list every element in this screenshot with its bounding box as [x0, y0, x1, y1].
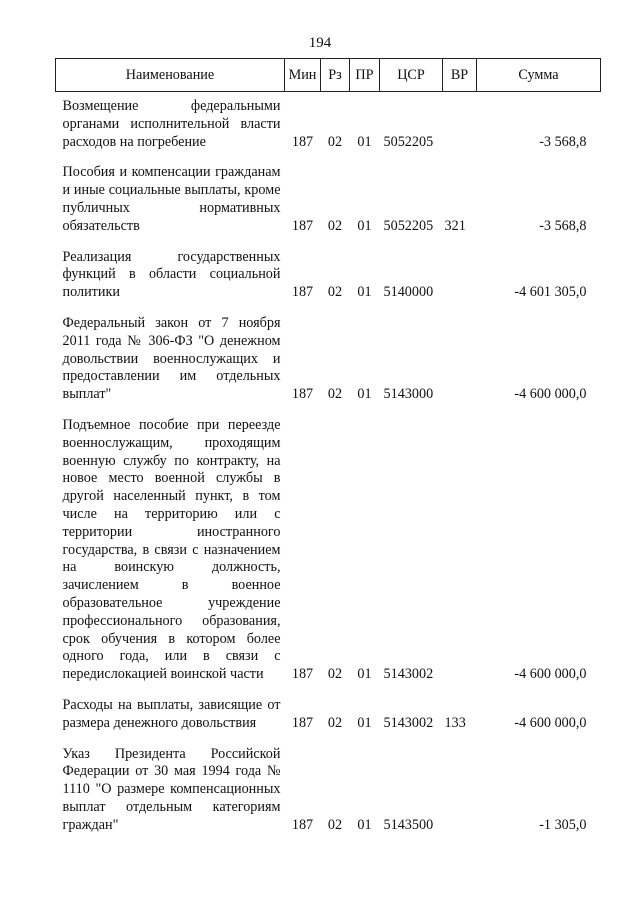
- table-row: [56, 243, 601, 309]
- header-csr: ЦСР: [380, 59, 443, 92]
- table-row: [56, 411, 601, 691]
- row-sum: -4 600 000,0: [514, 386, 587, 403]
- row-min: 187: [291, 386, 314, 403]
- row-name: Расходы на выплаты, зависящие от размера денежного довольствия: [62, 696, 281, 731]
- row-csr: 5143002: [383, 714, 434, 731]
- table-header: [56, 59, 601, 92]
- row-rz: 02: [327, 714, 343, 731]
- row-vr: 321: [444, 217, 466, 234]
- row-pr: 01: [357, 217, 372, 234]
- row-vr: [443, 309, 477, 411]
- row-csr: 5052205: [383, 133, 434, 150]
- row-min: 187: [291, 217, 314, 234]
- row-rz: 02: [327, 386, 343, 403]
- row-pr: 01: [357, 666, 372, 683]
- row-name: Федеральный закон от 7 ноября 2011 года № 306-ФЗ "О денежном довольствии военнослужащих и предоставлении им отдельных выплат": [62, 314, 281, 403]
- row-csr: 5143000: [383, 386, 434, 403]
- row-name: Подъемное пособие при переезде военнослужащим, проходящим военную службу по контракту, на новое место военной службы в другой населенный пункт, в том числе на территорию или с территории иностранного государства, в связи с назначением на воинскую должность, зачислением в военное образовательное учреждение профессионального образования, срок обучения в котором более одного года, или в связи с передислокацией воинской части: [62, 416, 281, 683]
- row-vr: [443, 740, 477, 842]
- row-csr: 5143002: [383, 666, 434, 683]
- row-vr: 133: [444, 714, 466, 731]
- header-vr: ВР: [443, 59, 477, 92]
- row-sum: -3 568,8: [539, 133, 587, 150]
- row-vr: [443, 92, 477, 159]
- row-min: 187: [291, 666, 314, 683]
- row-pr: 01: [357, 386, 372, 403]
- table-body: [56, 92, 601, 842]
- row-vr: [443, 243, 477, 309]
- row-min: 187: [291, 284, 314, 301]
- row-pr: 01: [357, 133, 372, 150]
- table-row: [56, 158, 601, 242]
- row-name: Возмещение федеральными органами исполнительной власти расходов на погребение: [62, 98, 281, 150]
- header-pr: ПР: [350, 59, 380, 92]
- row-min: 187: [291, 816, 314, 833]
- row-rz: 02: [327, 284, 343, 301]
- row-min: 187: [291, 133, 314, 150]
- row-csr: 5140000: [383, 284, 434, 301]
- header-sum: Сумма: [477, 59, 601, 92]
- row-pr: 01: [357, 816, 372, 833]
- header-min: Мин: [285, 59, 321, 92]
- row-name: Пособия и компенсации гражданам и иные социальные выплаты, кроме публичных нормативных обязательств: [62, 164, 281, 234]
- row-rz: 02: [327, 217, 343, 234]
- row-rz: 02: [327, 666, 343, 683]
- table-row: [56, 309, 601, 411]
- row-min: 187: [291, 714, 314, 731]
- table-row: [56, 92, 601, 159]
- row-pr: 01: [357, 714, 372, 731]
- row-name: Указ Президента Российской Федерации от 30 мая 1994 года № 1110 "О размере компенсационных выплат отдельным категориям граждан": [62, 745, 281, 833]
- budget-table: [55, 58, 601, 841]
- row-sum: -4 600 000,0: [514, 714, 587, 731]
- header-name: Наименование: [56, 59, 285, 92]
- table-row: [56, 691, 601, 740]
- table-row: [56, 740, 601, 842]
- row-name: Реализация государственных функций в области социальной политики: [62, 248, 281, 301]
- row-sum: -1 305,0: [539, 816, 587, 833]
- header-rz: Рз: [321, 59, 350, 92]
- row-pr: 01: [357, 284, 372, 301]
- row-csr: 5052205: [383, 217, 434, 234]
- row-csr: 5143500: [383, 816, 434, 833]
- row-sum: -3 568,8: [539, 217, 587, 234]
- page-number: 194: [308, 35, 332, 51]
- row-sum: -4 601 305,0: [514, 284, 587, 301]
- row-vr: [443, 411, 477, 691]
- row-sum: -4 600 000,0: [514, 666, 587, 683]
- row-rz: 02: [327, 816, 343, 833]
- row-rz: 02: [327, 133, 343, 150]
